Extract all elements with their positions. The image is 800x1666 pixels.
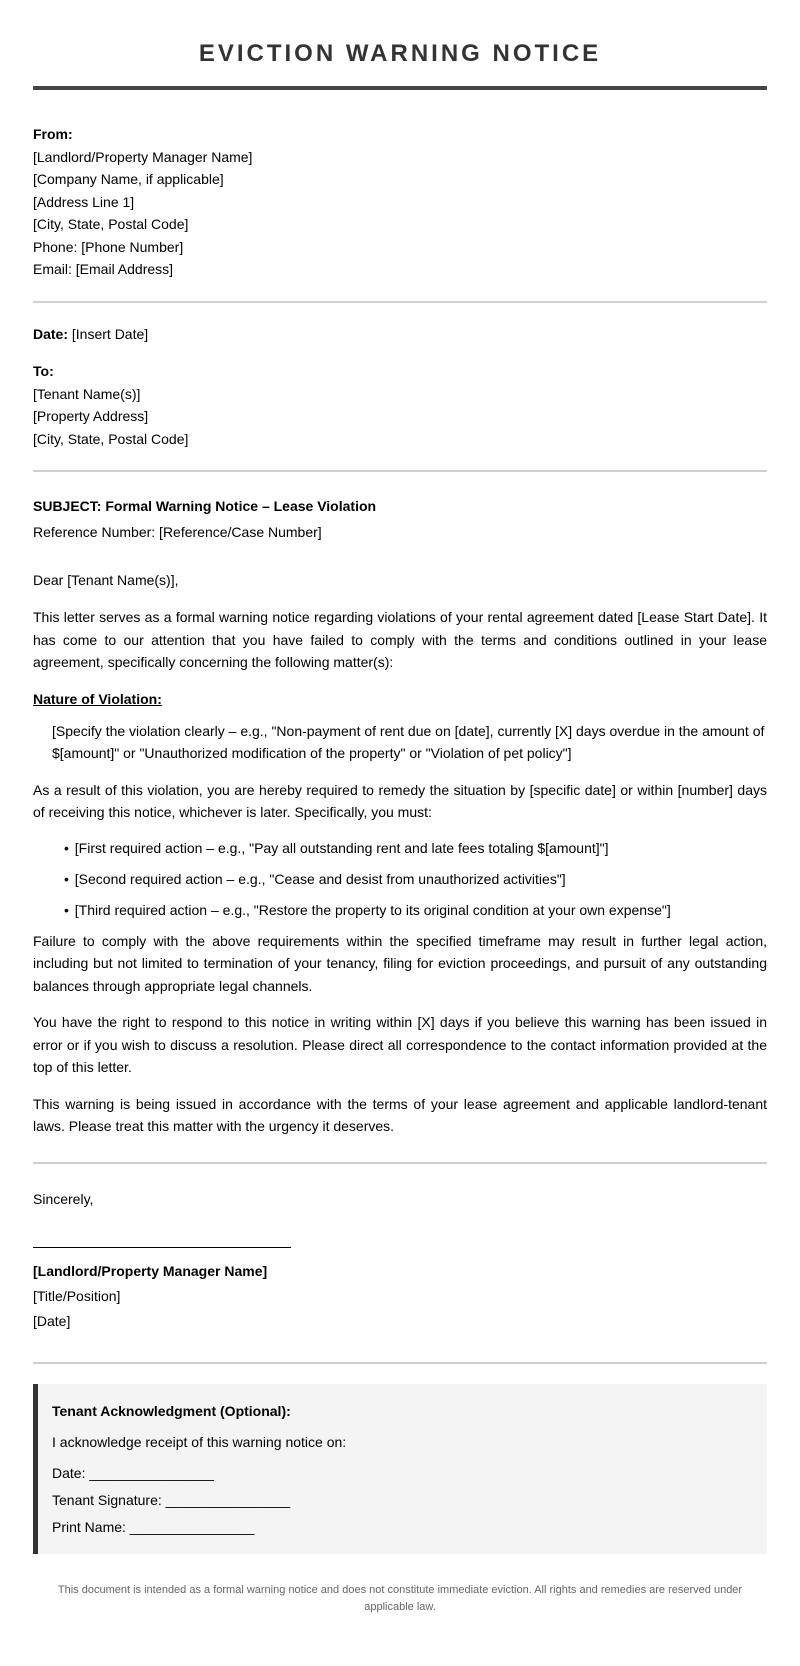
- list-item: [64, 868, 767, 890]
- date-value: [Insert Date]: [68, 325, 149, 342]
- tenant-name: [Tenant Name(s)]: [33, 385, 141, 402]
- acknowledgment-heading: Tenant Acknowledgment (Optional):: [52, 1402, 291, 1419]
- signatory-title: [Title/Position]: [33, 1287, 121, 1304]
- violation-heading: Nature of Violation:: [33, 690, 162, 707]
- print-name-field: Print Name: ________________: [52, 1518, 255, 1535]
- intro-paragraph: This letter serves as a formal warning notice regarding violations of your rental agreement dated [Lease Start Date]. It has come to our attention that you have failed to comply with the terms and conditions outlined in your lease agreement, specifically concerning the following matter(s):: [33, 609, 767, 670]
- date-line: [33, 323, 767, 346]
- document-title: EVICTION WARNING NOTICE: [198, 40, 602, 67]
- violation-description: [Specify the violation clearly – e.g., "Non-payment of rent due on [date], currently [X] days overdue in the amount of $[amount]" or "Unauthorized modification of the property" or "Violation of pet policy"]: [52, 722, 765, 761]
- sender-address: [Address Line 1]: [33, 193, 135, 210]
- tenant-city: [City, State, Postal Code]: [33, 430, 189, 447]
- action-text: [First required action – e.g., "Pay all outstanding rent and late fees totaling $[amount]"]: [74, 839, 609, 856]
- sender-email: Email: [Email Address]: [33, 261, 174, 277]
- bullet-icon: •: [64, 839, 69, 856]
- remedy-paragraph: As a result of this violation, you are hereby required to remedy the situation by [specific date] or within [number] days of receiving this notice, whichever is later. Specifically, you must:: [33, 781, 767, 820]
- section-divider: [33, 1162, 767, 1164]
- action-text: [Second required action – e.g., "Cease and desist from unauthorized activities"]: [74, 870, 566, 887]
- section-divider: [33, 1362, 767, 1364]
- date-label: Date:: [33, 325, 69, 342]
- section-divider: [33, 301, 767, 303]
- property-address: [Property Address]: [33, 408, 149, 424]
- section-divider: [33, 470, 767, 472]
- reference-number: Reference Number: [Reference/Case Number]: [33, 524, 322, 540]
- signature-line: [33, 1247, 291, 1248]
- sender-company: [Company Name, if applicable]: [33, 171, 224, 187]
- sender-name: [Landlord/Property Manager Name]: [33, 148, 253, 165]
- footer-disclaimer: This document is intended as a formal warning notice and does not constitute immediate eviction. All rights and remedies are reserved under applicable law.: [57, 1583, 743, 1613]
- failure-paragraph: Failure to comply with the above requirements within the specified timeframe may result in further legal action, including but not limited to termination of your tenancy, filing for eviction proceedings, and pursuit of any outstanding balances through appropriate legal channels.: [33, 932, 767, 994]
- sender-phone: Phone: [Phone Number]: [33, 238, 184, 255]
- list-item: [64, 837, 767, 859]
- salutation: Dear [Tenant Name(s)],: [33, 572, 179, 588]
- action-text: [Third required action – e.g., "Restore the property to its original condition at your own expense"]: [74, 901, 671, 918]
- from-label: From:: [33, 126, 73, 142]
- signatory-name: [Landlord/Property Manager Name]: [33, 1262, 268, 1279]
- closing: Sincerely,: [33, 1190, 94, 1207]
- acknowledgment-date-field: Date: ________________: [52, 1464, 214, 1481]
- signature-date: [Date]: [33, 1312, 71, 1329]
- eviction-notice-document: [33, 0, 767, 1616]
- required-actions-list: [33, 837, 767, 921]
- list-item: [64, 899, 767, 921]
- recipient-block: [33, 360, 767, 450]
- title-rule: [33, 86, 767, 90]
- subject-line: SUBJECT: Formal Warning Notice – Lease Violation: [33, 498, 377, 514]
- response-paragraph: You have the right to respond to this notice in writing within [X] days if you believe this warning has been issued in error or if you wish to discuss a resolution. Please direct all correspondence to the contact information provided at the top of this letter.: [33, 1014, 767, 1075]
- tenant-signature-field: Tenant Signature: ________________: [52, 1491, 291, 1508]
- accordance-paragraph: This warning is being issued in accordance with the terms of your lease agreement and applicable landlord-tenant laws. Please treat this matter with the urgency it deserves.: [33, 1095, 767, 1134]
- acknowledgment-receipt: I acknowledge receipt of this warning notice on:: [52, 1433, 347, 1450]
- bullet-icon: •: [64, 901, 69, 918]
- tenant-acknowledgment-box: [33, 1384, 767, 1554]
- sender-block: [33, 123, 767, 281]
- sender-city: [City, State, Postal Code]: [33, 216, 189, 232]
- bullet-icon: •: [64, 870, 69, 887]
- to-label: To:: [33, 363, 54, 379]
